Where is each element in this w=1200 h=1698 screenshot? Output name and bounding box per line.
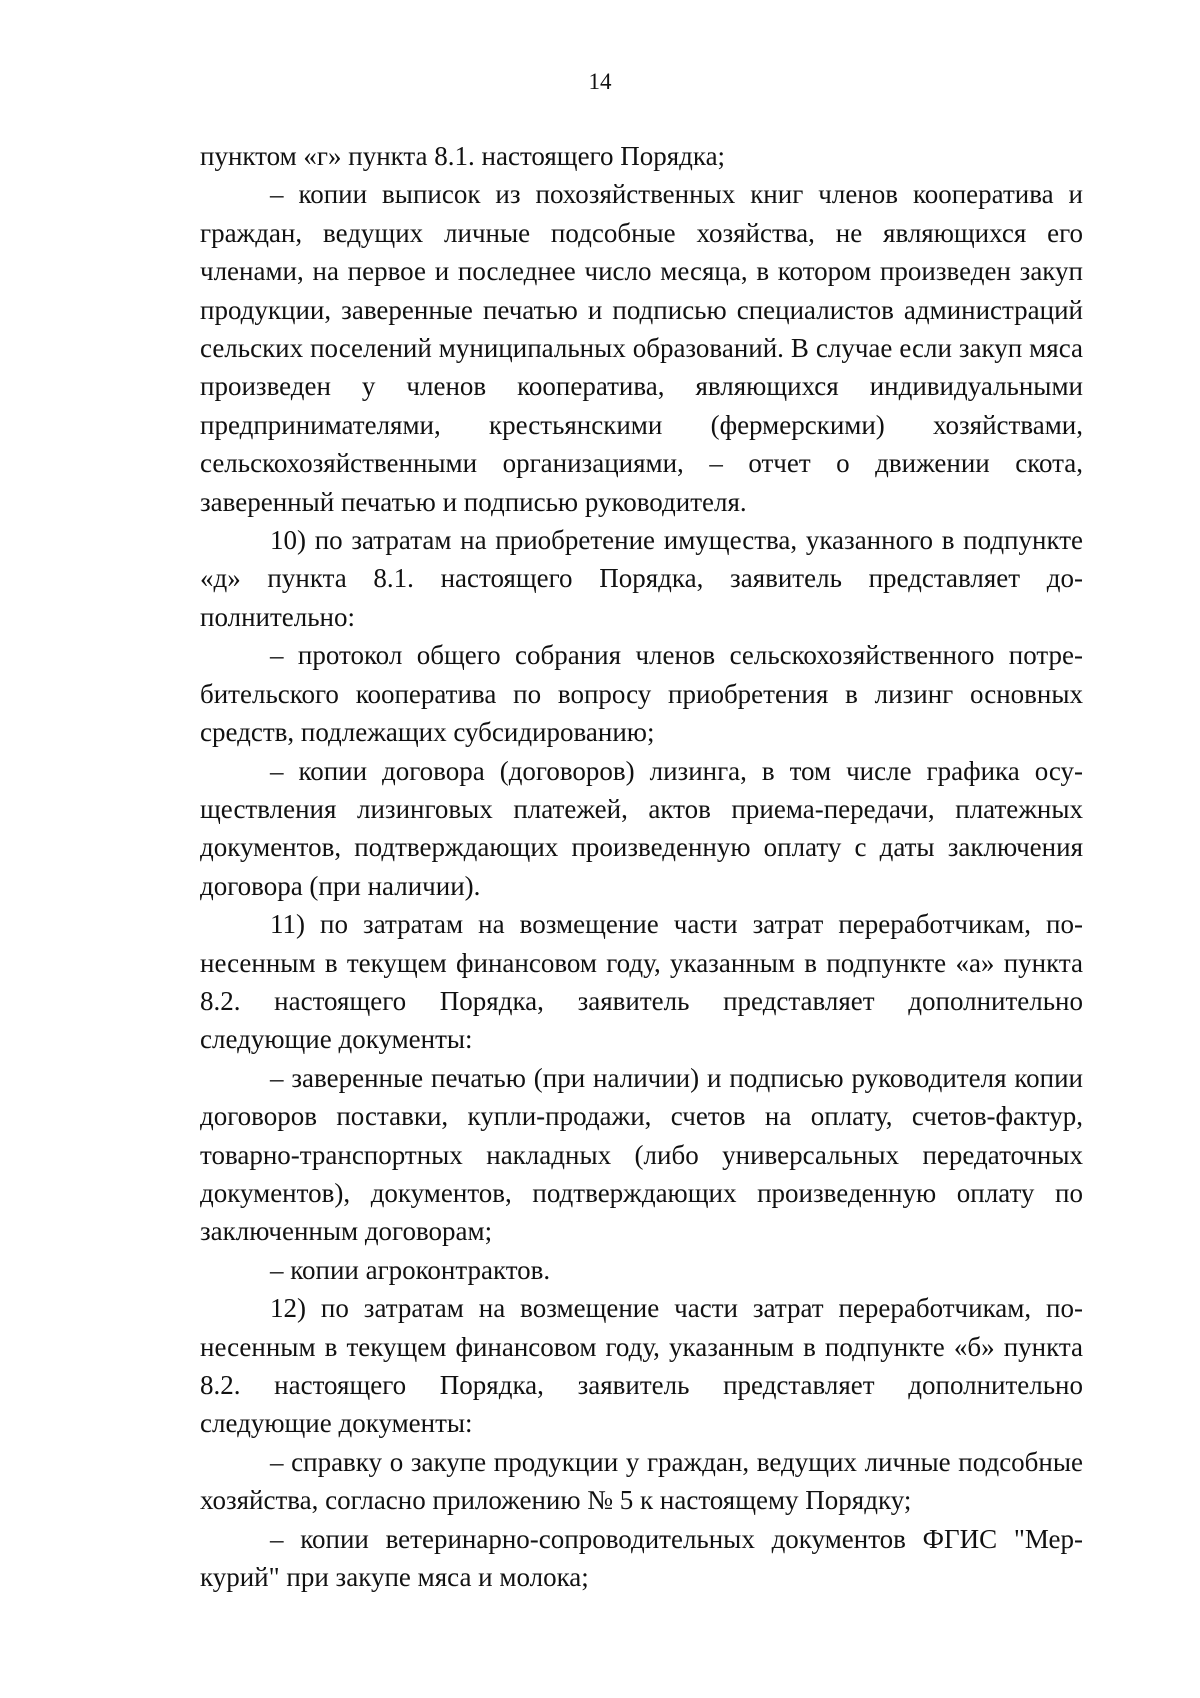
paragraph-veterinary-documents: – копии ветеринарно-сопроводительных документов ФГИС "Меркурий" при закупе мяса и молока; — [200, 1523, 1083, 1593]
document-body — [200, 137, 1083, 1596]
page-number: 14 — [588, 69, 612, 94]
paragraph-agrocontracts: – копии агроконтрактов. — [270, 1254, 551, 1285]
paragraph-purchase-certificate: – справку о закупе продукции у граждан, ведущих личные подсобные хозяйства, согласно приложению № 5 к настоящему Порядку; — [200, 1446, 1083, 1516]
paragraph-item-10: 10) по затратам на приобретение имущества, указанного в подпункте «д» пункта 8.1. настоящего Порядка, заявитель представляет дополнительно: — [200, 525, 1083, 632]
paragraph-meeting-protocol: – протокол общего собрания членов сельскохозяйственного потребительского кооператива по вопросу приобретения в лизинг основных средств, подлежащих субсидированию; — [200, 640, 1083, 748]
paragraph-household-book-extracts: – копии выписок из похозяйственных книг членов кооператива и граждан, ведущих личные подсобные хозяйства, не являющихся его членами, на первое и последнее число месяца, в котором произведен закуп продукции, заверенные печатью и подписью специалистов администраций сельских поселений муниципальных образований. В случае если закуп мяса произведен у членов кооператива, являющихся индивидуальными предпринимателями, крестьянскими (фермерскими) хозяйствами, сельскохозяйственными организациями, – отчет о движении скота, заверенный печатью и подписью руководителя. — [200, 179, 1083, 517]
paragraph-item-11: 11) по затратам на возмещение части затрат переработчикам, понесенным в текущем финансовом году, указанным в подпункте «а» пункта 8.2. настоящего Порядка, заявитель представляет дополнительно следующие документы: — [200, 909, 1083, 1055]
paragraph-leasing-contracts: – копии договора (договоров) лизинга, в том числе графика осуществления лизинговых платежей, актов приема-передачи, платежных документов, подтверждающих произведенную оплату с даты заключения договора (при наличии). — [200, 755, 1083, 901]
paragraph-continuation: пунктом «г» пункта 8.1. настоящего Порядка; — [200, 141, 726, 171]
paragraph-item-12: 12) по затратам на возмещение части затрат переработчикам, понесенным в текущем финансовом году, указанным в подпункте «б» пункта 8.2. настоящего Порядка, заявитель представляет дополнительно следующие документы: — [200, 1293, 1083, 1439]
paragraph-certified-copies: – заверенные печатью (при наличии) и подписью руководителя копии договоров поставки, купли-продажи, счетов на оплату, счетов-фактур, товарно-транспортных накладных (либо универсальных передаточных документов), документов, подтверждающих произведенную оплату по заключенным договорам; — [200, 1062, 1083, 1247]
